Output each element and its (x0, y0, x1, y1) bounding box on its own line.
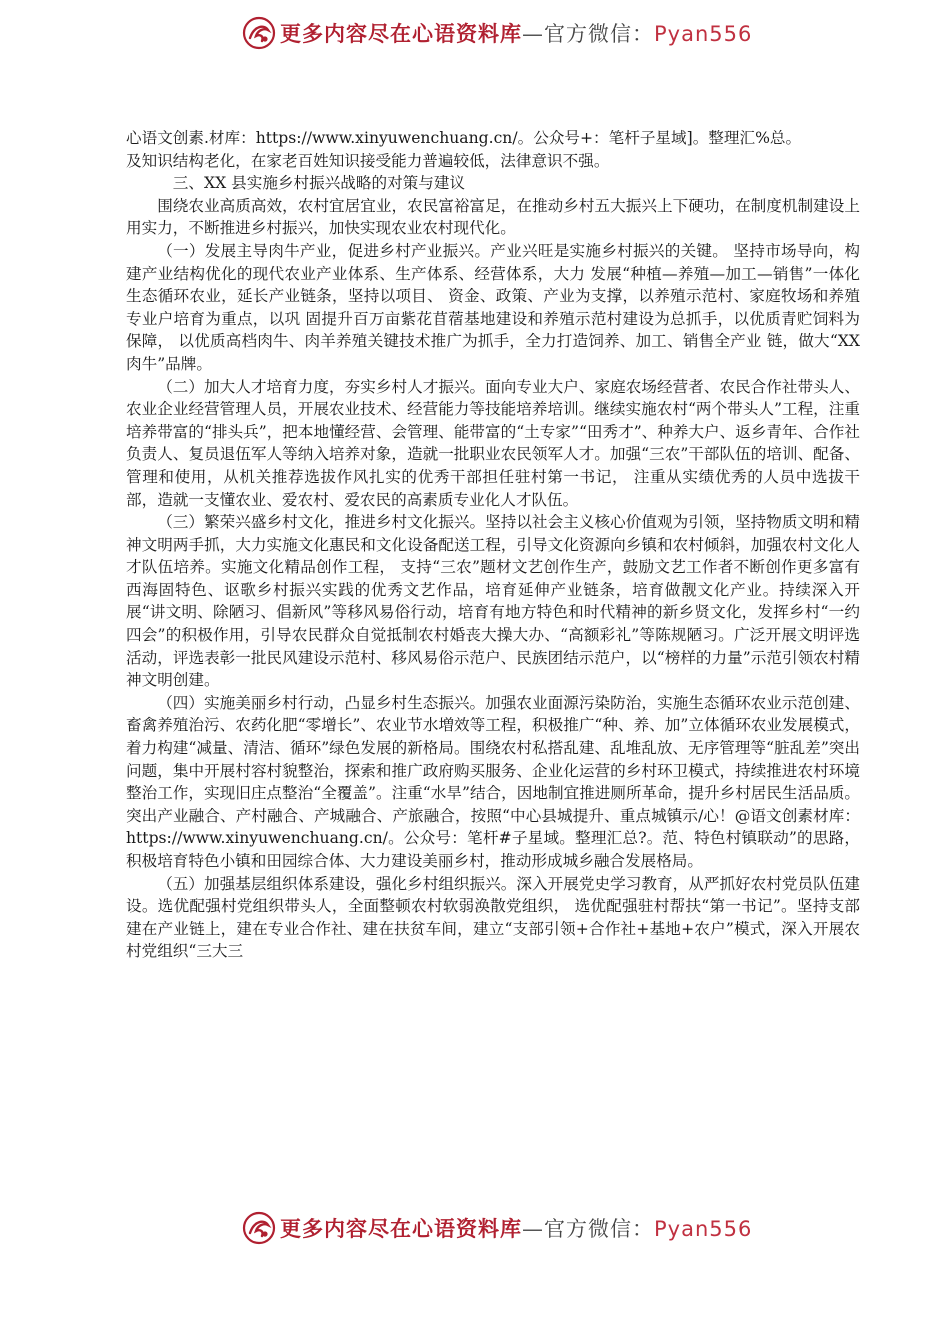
swirl-seal-logo-icon (242, 1211, 276, 1245)
paragraph-industry: （一）发展主导肉牛产业，促进乡村产业振兴。产业兴旺是实施乡村振兴的关键。 坚持市场导向，构建产业结构优化的现代农业产业体系、生产体系、经营体系，大力 发展“种植—养殖—加工—销售”一体化生态循环农业，延长产业链条，坚持以项目、 资金、政策、产业为支撑，以养殖示范村、家庭牧场和养殖专业户培育为重点，以巩 固提升百万亩紫花苜蓿基地建设和养殖示范村建设为总抓手，以优质青贮饲料为保障， 以优质高档肉牛、肉羊养殖关键技术推广为抓手，全力打造饲养、加工、销售全产业 链，做大“XX 肉牛”品牌。 (126, 241, 860, 373)
paragraph-intro: 围绕农业高质高效，农村宜居宜业，农民富裕富足，在推动乡村五大振兴上下硬功，在制度机制建设上用实力，不断推进乡村振兴，加快实现农业农村现代化。 (126, 196, 860, 238)
wechat-id: Pyan556 (654, 1217, 753, 1241)
paragraph-watermark-line: 心语文创素.材库：https://www.xinyuwenchuang.cn/。公众号+：笔杆子星域]。整理汇%总。 (126, 129, 802, 147)
document-body (126, 127, 860, 963)
wechat-label: 官方微信： (544, 1217, 654, 1241)
paragraph-culture: （三）繁荣兴盛乡村文化，推进乡村文化振兴。坚持以社会主义核心价值观为引领，坚持物质文明和精神文明两手抓，大力实施文化惠民和文化设备配送工程，引导文化资源向乡镇和农村倾斜，加强农村文化人才队伍培养。实施文化精品创作工程， 支持“三农”题材文艺创作生产，鼓励文艺工作者不断创作更多富有西海固特色、讴歌乡村振兴实践的优秀文艺作品，培育延伸产业链条，培育做靓文化产业。持续深入开展“讲文明、除陋习、倡新风”等移风易俗行动，培育有地方特色和时代精神的新乡贤文化，发挥乡村“一约四会”的积极作用，引导农民群众自觉抵制农村婚丧大操大办、“高额彩礼”等陈规陋习。广泛开展文明评选活动，评选表彰一批民风建设示范村、移风易俗示范户、民族团结示范户，以“榜样的力量”示范引领农村精神文明创建。 (126, 513, 860, 690)
banner-text (280, 20, 752, 48)
banner-separator: — (522, 1217, 544, 1241)
header-banner (0, 16, 950, 56)
paragraph-ecology: （四）实施美丽乡村行动，凸显乡村生态振兴。加强农业面源污染防治，实施生态循环农业示范创建、畜禽养殖治污、农药化肥“零增长”、农业节水増效等工程，积极推广“种、养、加”立体循环农业发展模式，着力构建“减量、清洁、循环”绿色发展的新格局。围绕农村私搭乱建、乱堆乱放、无序管理等“脏乱差”突出问题，集中开展村容村貌整治，探索和推广政府购买服务、企业化运营的乡村环卫模式，持续推进农村环境整治工作，实现旧庄点整治“全覆盖”。注重“水旱”结合，因地制宜推进厕所革命，提升乡村居民生活品质。突出产业融合、产村融合、产城融合、产旅融合，按照“中心县城提升、重点城镇示/心！@语文创素材库：https://www.xinyuwenchuang.cn/。公众号：笔杆#子星域。整理汇总?。范、特色村镇联动”的思路，积极培育特色小镇和田园综合体、大力建设美丽乡村，推动形成城乡融合发展格局。 (126, 693, 860, 870)
banner-text (280, 1215, 752, 1243)
wechat-id: Pyan556 (654, 22, 753, 46)
paragraph-talent: （二）加大人才培育力度，夯实乡村人才振兴。面向专业大户、家庭农场经营者、农民合作社带头人、农业企业经营管理人员，开展农业技术、经营能力等技能培养培训。继续实施农村“两个带头人”工程，注重培养带富的“排头兵”，把本地懂经营、会管理、能带富的“土专家”“田秀才”、种养大户、返乡青年、合作社负责人、复员退伍军人等纳入培养对象，造就一批职业农民领军人才。加强“三农”干部队伍的培训、配备、管理和使用，从机关推荐选拔作风扎实的优秀干部担任驻村第一书记， 注重从实绩优秀的人员中选拔干部，造就一支懂农业、爱农村、爱农民的高素质专业化人才队伍。 (126, 377, 860, 509)
banner-title: 更多内容尽在心语资料库 (280, 1217, 522, 1241)
banner-title: 更多内容尽在心语资料库 (280, 22, 522, 46)
paragraph-continuation: 及知识结构老化，在家老百姓知识接受能力普遍较低，法律意识不强。 (126, 151, 610, 170)
paragraph-organization: （五）加强基层组织体系建设，强化乡村组织振兴。深入开展党史学习教育，从严抓好农村党员队伍建设。选优配强村党组织带头人，全面整顿农村软弱涣散党组织， 选优配强驻村帮扶“第一书记”。坚持支部建在产业链上，建在专业合作社、建在扶贫车间，建立“支部引领+合作社+基地+农户”模式，深入开展农村党组织“三大三 (126, 874, 860, 961)
banner-separator: — (522, 22, 544, 46)
swirl-seal-logo-icon (242, 16, 276, 50)
section-heading: 三、XX 县实施乡村振兴战略的对策与建议 (172, 174, 466, 193)
wechat-label: 官方微信： (544, 22, 654, 46)
footer-banner (0, 1211, 950, 1251)
